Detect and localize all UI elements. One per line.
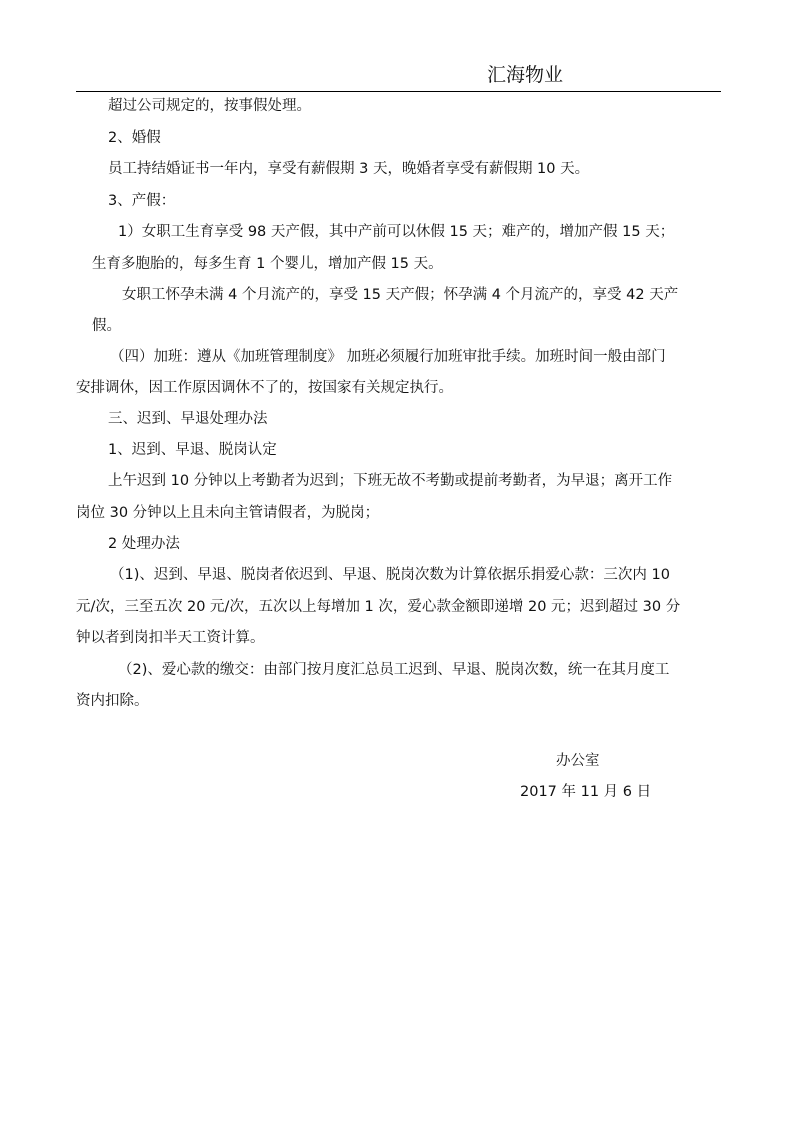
header-divider <box>76 91 721 92</box>
header-title: 汇海物业 <box>487 64 564 86</box>
text-line: （1)、迟到、早退、脱岗者依迟到、早退、脱岗次数为计算依据乐捐爱心款：三次内 10 <box>110 567 670 583</box>
text-line: 资内扣除。 <box>76 693 149 709</box>
text-line: 1）女职工生育享受 98 天产假，其中产前可以休假 15 天；难产的，增加产假 15 天； <box>118 224 675 240</box>
text-line: 岗位 30 分钟以上且未向主管请假者，为脱岗； <box>76 505 380 521</box>
text-line: 生育多胞胎的，每多生育 1 个婴儿，增加产假 15 天。 <box>92 256 443 272</box>
text-line: 3、产假： <box>108 193 176 209</box>
text-line: （2)、爱心款的缴交：由部门按月度汇总员工迟到、早退、脱岗次数，统一在其月度工 <box>118 662 670 678</box>
signoff-department: 办公室 <box>556 753 600 769</box>
text-line: 超过公司规定的，按事假处理。 <box>108 98 311 114</box>
text-line: 2、婚假 <box>108 130 161 146</box>
text-line: （四）加班：遵从《加班管理制度》 加班必须履行加班审批手续。加班时间一般由部门 <box>110 349 666 365</box>
text-line: 上午迟到 10 分钟以上考勤者为迟到；下班无故不考勤或提前考勤者，为早退；离开工作 <box>108 473 673 489</box>
text-line: 钟以者到岗扣半天工资计算。 <box>76 630 265 646</box>
text-line: 女职工怀孕未满 4 个月流产的，享受 15 天产假；怀孕满 4 个月流产的，享受 42 天产 <box>122 287 679 303</box>
text-line: 2 处理办法 <box>108 536 180 552</box>
text-line: 元/次，三至五次 20 元/次，五次以上每增加 1 次，爱心款金额即递增 20 元；迟到超过 30 分 <box>76 599 681 615</box>
signoff-date: 2017 年 11 月 6 日 <box>520 784 652 800</box>
text-line: 1、迟到、早退、脱岗认定 <box>108 442 277 458</box>
text-line: 员工持结婚证书一年内，享受有薪假期 3 天，晚婚者享受有薪假期 10 天。 <box>108 161 590 177</box>
text-line: 三、迟到、早退处理办法 <box>108 411 268 427</box>
text-line: 安排调休，因工作原因调休不了的，按国家有关规定执行。 <box>76 380 453 396</box>
text-line: 假。 <box>92 318 121 334</box>
